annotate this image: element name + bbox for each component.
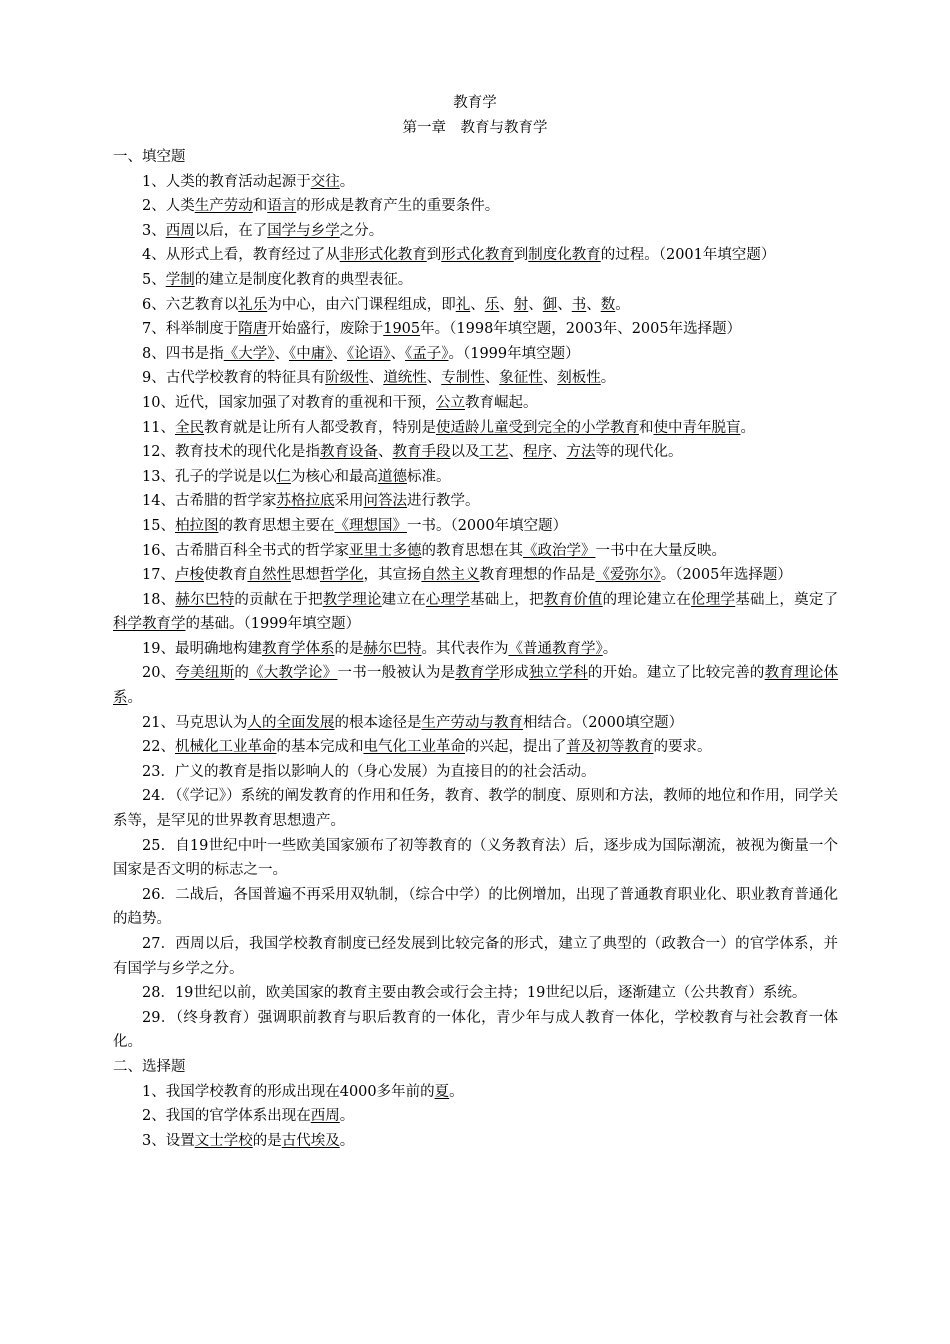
document-title: 教育学: [453, 95, 497, 111]
fill-item-25: 25．自19世纪中叶一些欧美国家颁布了初等教育的（义务教育法）后，逐步成为国际潮流，被视为衡量一个国家是否文明的标志之一。: [113, 837, 838, 879]
fill-item-29: 29．（终身教育）强调职前教育与职后教育的一体化，青少年与成人教育一体化，学校教育与社会教育一体化。: [113, 1009, 838, 1051]
choice-item-2: 2、我国的官学体系出现在西周。: [142, 1108, 355, 1125]
fill-item-13: 13、孔子的学说是以仁为核心和最高道德标准。: [142, 468, 451, 485]
fill-item-12: 12、教育技术的现代化是指教育设备、教育手段以及工艺、程序、方法等的现代化。: [142, 444, 683, 461]
fill-item-11: 11、全民教育就是让所有人都受教育，特别是使适龄儿童受到完全的小学教育和使中青年脱盲。: [142, 419, 755, 436]
fill-item-20: 20、夸美纽斯的《大教学论》一书一般被认为是教育学形成独立学科的开始。建立了比较完善的教育理论体系。: [113, 665, 839, 707]
fill-item-19: 19、最明确地构建教育学体系的是赫尔巴特。其代表作为《普通教育学》。: [142, 640, 618, 657]
fill-item-9: 9、古代学校教育的特征具有阶级性、道统性、专制性、象征性、刻板性。: [142, 370, 616, 387]
section-heading-choice: 二、选择题: [113, 1058, 186, 1075]
document-body: [113, 145, 838, 1153]
choice-item-3: 3、设置文士学校的是古代埃及。: [142, 1132, 355, 1149]
fill-item-4: 4、从形式上看，教育经过了从非形式化教育到形式化教育到制度化教育的过程。（2001年填空题）: [142, 247, 776, 264]
fill-item-3: 3、西周以后，在了国学与乡学之分。: [142, 222, 384, 239]
fill-item-5: 5、学制的建立是制度化教育的典型表征。: [142, 271, 413, 288]
fill-item-18: 18、赫尔巴特的贡献在于把教学理论建立在心理学基础上，把教育价值的理论建立在伦理学基础上，奠定了科学教育学的基础。（1999年填空题）: [113, 591, 839, 633]
fill-item-1: 1、人类的教育活动起源于交往。: [142, 173, 355, 190]
fill-item-24: 24．（《学记》）系统的阐发教育的作用和任务，教育、教学的制度、原则和方法，教师的地位和作用，同学关系等，是罕见的世界教育思想遗产。: [113, 788, 838, 830]
fill-item-10: 10、近代，国家加强了对教育的重视和干预，公立教育崛起。: [142, 394, 538, 411]
fill-item-17: 17、卢梭使教育自然性思想哲学化，其宣扬自然主义教育理想的作品是《爱弥尔》。（2005年选择题）: [142, 567, 792, 584]
choice-item-1: 1、我国学校教育的形成出现在4000多年前的夏。: [142, 1083, 464, 1100]
fill-item-21: 21、马克思认为人的全面发展的根本途径是生产劳动与教育相结合。（2000填空题）: [142, 714, 684, 731]
chapter-title: 第一章 教育与教育学: [402, 120, 548, 136]
fill-item-16: 16、古希腊百科全书式的哲学家亚里士多德的教育思想在其《政治学》一书中在大量反映。: [142, 542, 726, 559]
fill-item-15: 15、柏拉图的教育思想主要在《理想国》一书。（2000年填空题）: [142, 517, 568, 534]
fill-item-23: 23．广义的教育是指以影响人的（身心发展）为直接目的的社会活动。: [142, 763, 596, 780]
fill-item-8: 8、四书是指《大学》、《中庸》、《论语》、《孟子》。（1999年填空题）: [142, 345, 580, 362]
fill-item-14: 14、古希腊的哲学家苏格拉底采用问答法进行教学。: [142, 493, 480, 510]
fill-item-22: 22、机械化工业革命的基本完成和电气化工业革命的兴起，提出了普及初等教育的要求。: [142, 739, 712, 756]
fill-item-28: 28．19世纪以前，欧美国家的教育主要由教会或行会主持；19世纪以后，逐渐建立（公共教育）系统。: [142, 985, 807, 1002]
fill-item-6: 6、六艺教育以礼乐为中心，由六门课程组成，即礼、乐、射、御、书、数。: [142, 296, 630, 313]
fill-item-7: 7、科举制度于隋唐开始盛行，废除于1905年。（1998年填空题，2003年、2005年选择题）: [142, 321, 742, 338]
fill-item-27: 27．西周以后，我国学校教育制度已经发展到比较完备的形式，建立了典型的（政教合一）的官学体系，并有国学与乡学之分。: [113, 936, 838, 977]
section-heading-fill: 一、填空题: [113, 149, 186, 165]
fill-item-2: 2、人类生产劳动和语言的形成是教育产生的重要条件。: [142, 198, 500, 215]
fill-item-26: 26．二战后，各国普遍不再采用双轨制，（综合中学）的比例增加，出现了普通教育职业化、职业教育普通化的趋势。: [113, 886, 838, 928]
